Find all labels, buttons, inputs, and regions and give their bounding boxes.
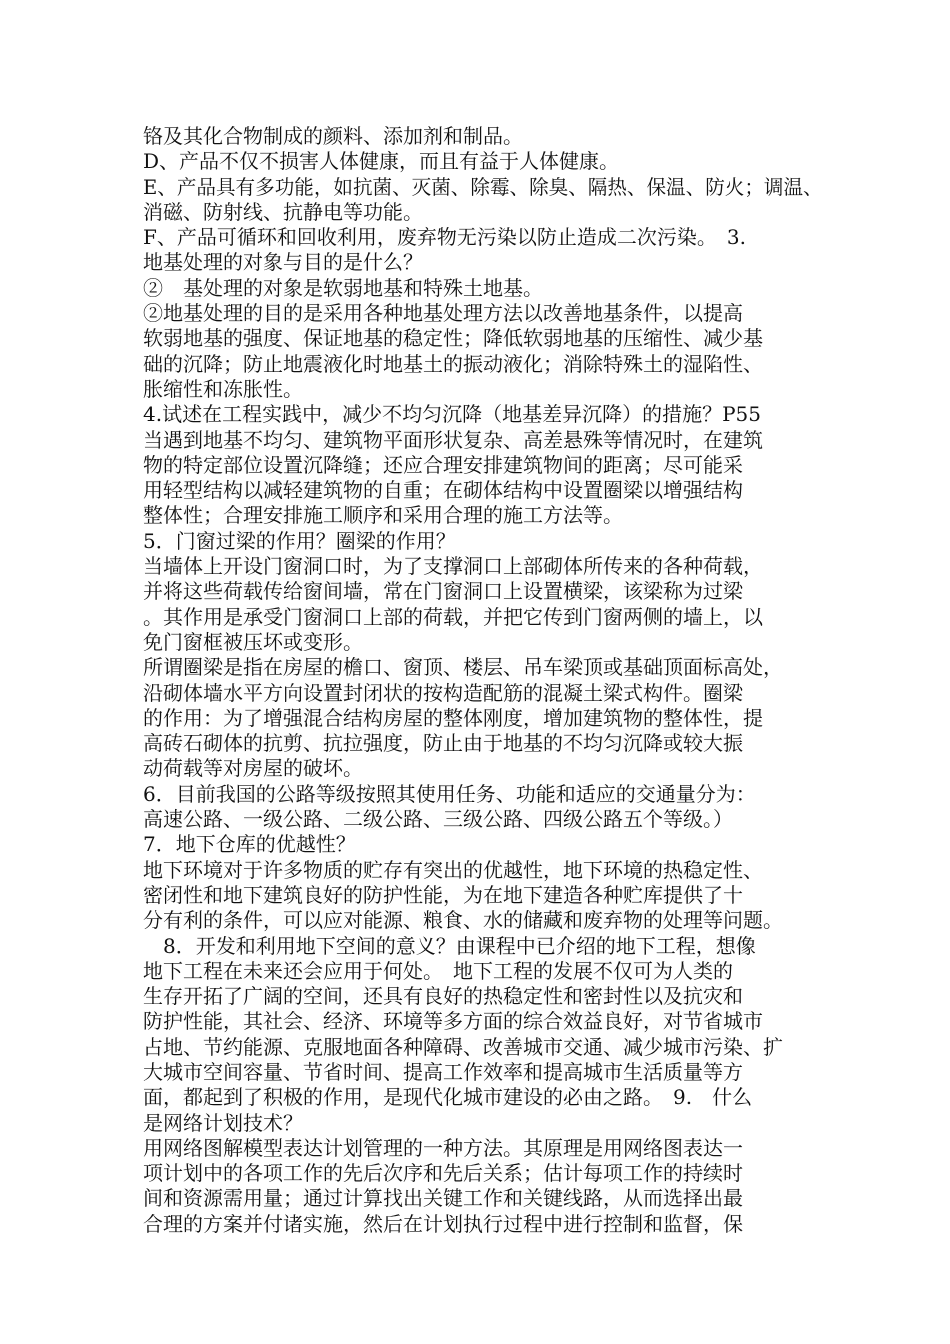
text-line: ②地基处理的目的是采用各种地基处理方法以改善地基条件，以提高	[143, 301, 743, 326]
text-line: 地基处理的对象与目的是什么？	[143, 250, 423, 275]
text-line: 合理的方案并付诸实施，然后在计划执行过程中进行控制和监督，保	[143, 1211, 743, 1236]
text-line: 的作用：为了增强混合结构房屋的整体刚度，增加建筑物的整体性，提	[143, 705, 763, 730]
text-line: 密闭性和地下建筑良好的防护性能，为在地下建造各种贮库提供了十	[143, 882, 743, 907]
text-line: 整体性；合理安排施工顺序和采用合理的施工方法等。	[143, 503, 623, 528]
text-line: 生存开拓了广阔的空间，还具有良好的热稳定性和密封性以及抗灾和	[143, 984, 743, 1009]
text-line: 铬及其化合物制成的颜料、添加剂和制品。	[143, 124, 523, 148]
text-line: 地下环境对于许多物质的贮存有突出的优越性，地下环境的热稳定性、	[143, 857, 763, 882]
text-line: 免门窗框被压坏或变形。	[143, 629, 363, 654]
text-line: 4.试述在工程实践中，减少不均匀沉降（地基差异沉降）的措施？P55	[143, 402, 761, 427]
text-line: 消磁、防射线、抗静电等功能。	[143, 199, 423, 224]
text-line: 当遇到地基不均匀、建筑物平面形状复杂、高差悬殊等情况时，在建筑	[143, 427, 763, 452]
text-line: E、产品具有多功能，如抗菌、灭菌、除霉、除臭、隔热、保温、防火；调温、	[143, 174, 823, 199]
text-line: 高速公路、一级公路、二级公路、三级公路、四级公路五个等级。）	[143, 807, 733, 832]
text-line: 5．门窗过梁的作用？圈梁的作用？	[143, 528, 456, 553]
text-line: 当墙体上开设门窗洞口时，为了支撑洞口上部砌体所传来的各种荷载，	[143, 554, 763, 579]
text-line: 6．目前我国的公路等级按照其使用任务、功能和适应的交通量分为：	[143, 781, 756, 806]
text-line: 所谓圈梁是指在房屋的檐口、窗顶、楼层、吊车梁顶或基础顶面标高处，	[143, 655, 783, 680]
text-line: 大城市空间容量、节省时间、提高工作效率和提高城市生活质量等方	[143, 1059, 743, 1084]
text-line: 胀缩性和冻胀性。	[143, 376, 303, 401]
text-line: 用网络图解模型表达计划管理的一种方法。其原理是用网络图表达一	[143, 1135, 743, 1160]
text-line: 软弱地基的强度、保证地基的稳定性；降低软弱地基的压缩性、减少基	[143, 326, 763, 351]
text-line: 物的特定部位设置沉降缝；还应合理安排建筑物间的距离；尽可能采	[143, 452, 743, 477]
text-line: 分有利的条件，可以应对能源、粮食、水的储藏和废弃物的处理等问题。	[143, 908, 783, 933]
text-line: 7．地下仓库的优越性？	[143, 832, 356, 857]
text-line: 间和资源需用量；通过计算找出关键工作和关键线路，从而选择出最	[143, 1186, 743, 1211]
text-line: F、产品可循环和回收利用，废弃物无污染以防止造成二次污染。 3.	[143, 225, 746, 250]
text-line: 地下工程在未来还会应用于何处。 地下工程的发展不仅可为人类的	[143, 958, 733, 983]
text-line: 面，都起到了积极的作用，是现代化城市建设的必由之路。 9. 什么	[143, 1085, 753, 1110]
text-line: 础的沉降；防止地震液化时地基土的振动液化；消除特殊土的湿陷性、	[143, 351, 763, 376]
text-line: ② 基处理的对象是软弱地基和特殊土地基。	[143, 275, 543, 300]
text-line: 防护性能，其社会、经济、环境等多方面的综合效益良好，对节省城市	[143, 1009, 763, 1034]
text-line: 用轻型结构以减轻建筑物的自重；在砌体结构中设置圈梁以增强结构	[143, 478, 743, 503]
text-line: 并将这些荷载传给窗间墙，常在门窗洞口上设置横梁，该梁称为过梁	[143, 579, 743, 604]
text-line: 。其作用是承受门窗洞口上部的荷载，并把它传到门窗两侧的墙上，以	[143, 604, 763, 629]
text-line: 是网络计划技术？	[143, 1110, 303, 1135]
text-line: 8．开发和利用地下空间的意义？由课程中已介绍的地下工程，想像	[143, 933, 756, 958]
document-body	[143, 124, 823, 1237]
text-line: 高砖石砌体的抗剪、抗拉强度，防止由于地基的不均匀沉降或较大振	[143, 731, 743, 756]
text-line: D、产品不仅不损害人体健康，而且有益于人体健康。	[143, 149, 620, 174]
text-line: 沿砌体墙水平方向设置封闭状的按构造配筋的混凝土梁式构件。圈梁	[143, 680, 743, 705]
text-line: 动荷载等对房屋的破坏。	[143, 756, 363, 781]
text-line: 项计划中的各项工作的先后次序和先后关系；估计每项工作的持续时	[143, 1161, 743, 1186]
text-line: 占地、节约能源、克服地面各种障碍、改善城市交通、减少城市污染、扩	[143, 1034, 783, 1059]
